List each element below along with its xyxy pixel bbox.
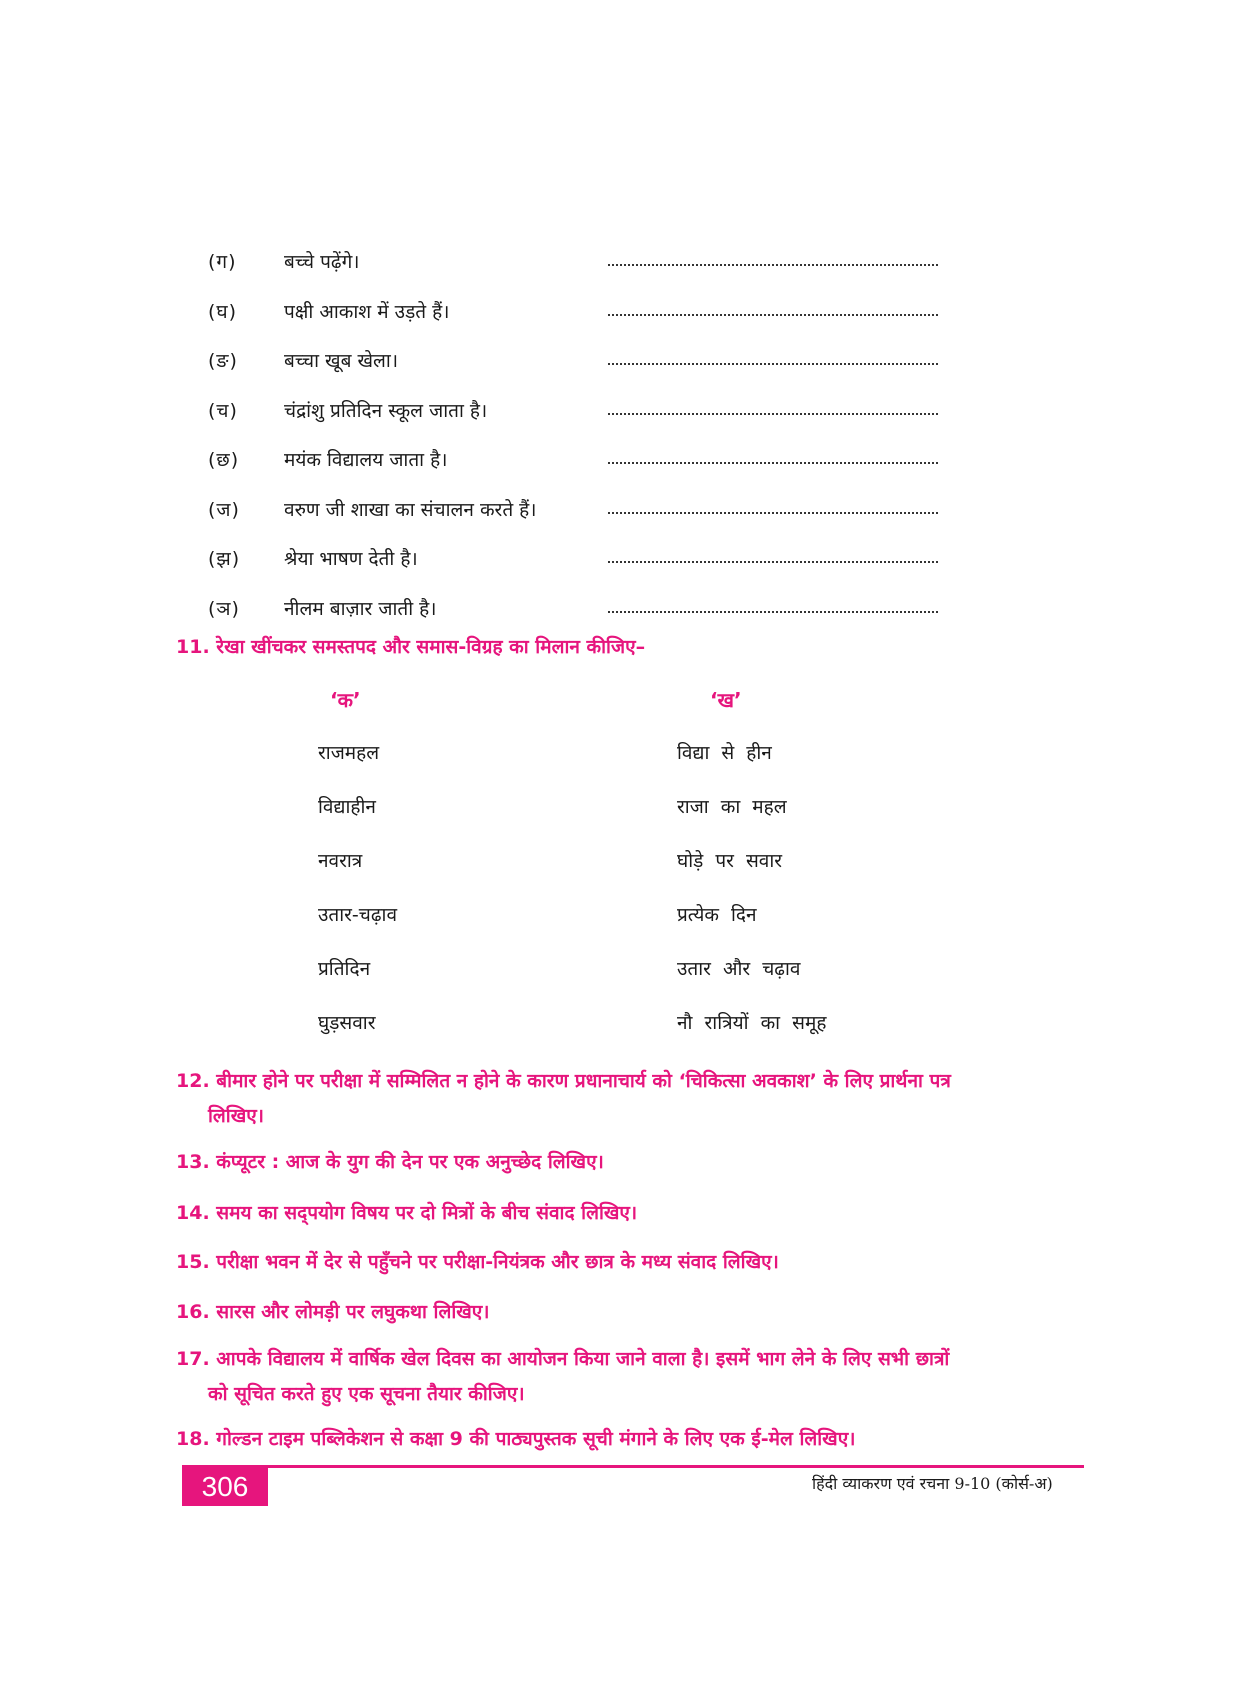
item-sentence: बच्चा खूब खेला। <box>284 350 399 372</box>
question-14 <box>176 1196 637 1231</box>
item-marker: (घ) <box>208 300 238 323</box>
match-item-b: विद्या से हीन <box>677 742 772 764</box>
match-item-b: उतार और चढ़ाव <box>677 958 801 980</box>
match-item-b: राजा का महल <box>677 796 787 818</box>
question-text: रेखा खींचकर समस्तपद और समास-विग्रह का मिलान कीजिए– <box>216 636 646 658</box>
question-18 <box>176 1422 855 1457</box>
item-marker: (ङ) <box>208 350 238 372</box>
question-text-continued: को सूचित करते हुए एक सूचना तैयार कीजिए। <box>208 1383 525 1405</box>
list-item <box>208 545 948 595</box>
question-12 <box>176 1064 1096 1134</box>
exercise-list <box>208 248 948 644</box>
question-number: 12. <box>176 1070 210 1092</box>
question-number: 17. <box>176 1348 210 1370</box>
question-number: 18. <box>176 1428 210 1450</box>
question-16 <box>176 1295 490 1330</box>
page-number: 306 <box>182 1467 268 1506</box>
item-marker: (ज) <box>208 498 240 521</box>
answer-blank <box>608 561 938 563</box>
match-item-a: उतार-चढ़ाव <box>318 904 398 926</box>
item-sentence: बच्चे पढ़ेंगे। <box>284 251 360 273</box>
match-item-a: नवरात्र <box>318 850 363 872</box>
match-item-a: घुड़सवार <box>318 1012 376 1034</box>
footer-rule <box>182 1465 1084 1468</box>
item-sentence: पक्षी आकाश में उड़ते हैं। <box>284 300 450 323</box>
question-number: 11. <box>176 636 210 658</box>
question-17 <box>176 1342 1096 1412</box>
question-text: समय का सद्पयोग विषय पर दो मित्रों के बीच संवाद लिखिए। <box>216 1202 638 1224</box>
column-a-heading: ‘क’ <box>330 688 361 712</box>
item-marker: (झ) <box>208 548 241 570</box>
question-number: 13. <box>176 1151 210 1173</box>
answer-blank <box>608 363 938 365</box>
question-text: बीमार होने पर परीक्षा में सम्मिलित न होने के कारण प्रधानाचार्य को ‘चिकित्सा अवकाश’ के लिए प्रार्थना पत्र <box>216 1070 951 1092</box>
item-sentence: चंद्रांशु प्रतिदिन स्कूल जाता है। <box>284 399 488 422</box>
match-item-a: विद्याहीन <box>318 796 376 818</box>
item-marker: (छ) <box>208 449 240 471</box>
answer-blank <box>608 314 938 316</box>
list-item <box>208 347 948 397</box>
list-item <box>208 446 948 496</box>
question-number: 14. <box>176 1202 210 1224</box>
question-text: सारस और लोमड़ी पर लघुकथा लिखिए। <box>216 1301 490 1323</box>
item-sentence: श्रेया भाषण देती है। <box>284 548 418 570</box>
question-text: कंप्यूटर : आज के युग की देन पर एक अनुच्छेद लिखिए। <box>216 1151 604 1173</box>
question-number: 15. <box>176 1251 210 1273</box>
list-item <box>208 397 948 447</box>
answer-blank <box>608 413 938 415</box>
question-number: 16. <box>176 1301 210 1323</box>
match-item-a: प्रतिदिन <box>318 958 371 980</box>
answer-blank <box>608 462 938 464</box>
question-text-continued: लिखिए। <box>208 1105 264 1127</box>
question-text: परीक्षा भवन में देर से पहुँचने पर परीक्षा-नियंत्रक और छात्र के मध्य संवाद लिखिए। <box>216 1251 779 1273</box>
item-marker: (ग) <box>208 251 237 273</box>
item-marker: (च) <box>208 399 238 422</box>
item-sentence: नीलम बाज़ार जाती है। <box>284 597 437 620</box>
item-marker: (ञ) <box>208 597 240 620</box>
column-a <box>318 739 397 1063</box>
list-item <box>208 298 948 348</box>
match-item-b: घोड़े पर सवार <box>677 850 783 872</box>
answer-blank <box>608 512 938 514</box>
list-item <box>208 248 948 298</box>
answer-blank <box>608 264 938 266</box>
question-15 <box>176 1245 779 1280</box>
answer-blank <box>608 611 938 613</box>
question-text: गोल्डन टाइम पब्लिकेशन से कक्षा 9 की पाठ्यपुस्तक सूची मंगाने के लिए एक ई-मेल लिखिए। <box>216 1428 856 1450</box>
question-13 <box>176 1145 604 1180</box>
item-sentence: मयंक विद्यालय जाता है। <box>284 449 448 471</box>
book-title: हिंदी व्याकरण एवं रचना 9-10 (कोर्स-अ) <box>812 1474 1053 1493</box>
column-b <box>677 739 826 1063</box>
match-item-a: राजमहल <box>318 742 380 764</box>
match-item-b: प्रत्येक दिन <box>677 904 757 926</box>
match-item-b: नौ रात्रियों का समूह <box>677 1012 827 1034</box>
list-item <box>208 496 948 546</box>
column-b-heading: ‘ख’ <box>710 688 742 712</box>
question-11 <box>176 630 645 665</box>
question-text: आपके विद्यालय में वार्षिक खेल दिवस का आयोजन किया जाने वाला है। इसमें भाग लेने के लिए सभी छात्रों <box>216 1348 950 1370</box>
item-sentence: वरुण जी शाखा का संचालन करते हैं। <box>284 498 537 521</box>
